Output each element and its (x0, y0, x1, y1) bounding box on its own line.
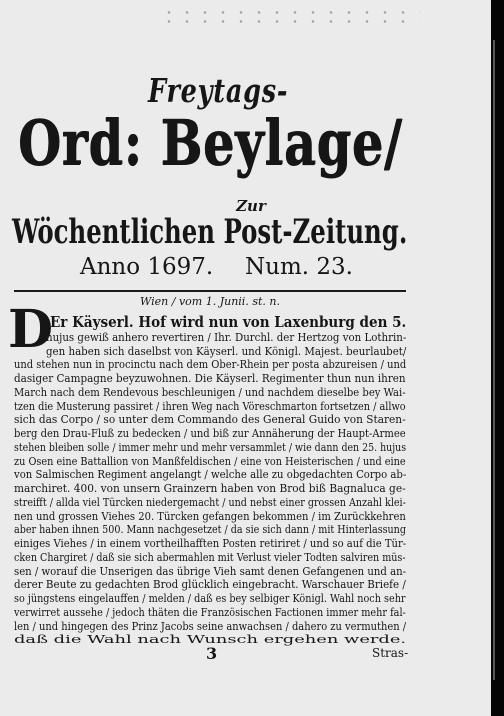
masthead-line-3: Zur (236, 197, 266, 215)
issue-line (80, 256, 380, 279)
article-line: streifft / allda viel Türcken niedergemacht / und nebst einer grossen Anzahl klei- (14, 495, 406, 509)
issue-number: Num. 23. (245, 254, 353, 280)
article-line: so jüngstens eingelauffen / melden / daß es bey selbiger Königl. Wahl noch sehr (14, 592, 406, 605)
article-line: berg den Drau-Fluß zu bedecken / und biß zur Annäherung der Haupt-Armee (14, 427, 406, 440)
article-line: len / und hingegen des Prinz Jacobs seine anwachsen / dahero zu vermuthen / (14, 619, 407, 633)
dateline: Wien / vom 1. Junii. st. n. (140, 295, 280, 308)
article-line: hujus gewiß anhero revertiren / Ihr. Durchl. der Hertzog von Lothrin- (46, 330, 407, 344)
article-line: sich das Corpo / so unter dem Commando des General Guido von Staren- (14, 413, 406, 427)
header-rule (14, 290, 406, 292)
article-line: gen haben sich daselbst von Käyserl. und Königl. Majest. beurlaubet/ (46, 344, 407, 358)
article-line: cken Chargiret / daß sie sich abermahlen mit Verlust vieler Todten salviren müs- (14, 550, 406, 564)
article-line: zu Osen eine Battallion von Manßfeldischen / eine von Heisterischen / und eine (14, 454, 406, 468)
article-line: March nach dem Rendevous beschleunigen / und nachdem dieselbe bey Wai- (14, 385, 406, 399)
article-line: einiges Viehes / in einem vortheilhafften Posten retiriret / und so auf die Tür- (14, 537, 407, 550)
article-first-line: Er Käyserl. Hof wird nun von Laxenburg den 5. (50, 314, 407, 331)
article-line: verwirret aussehe / jedoch thäten die Französischen Factionen immer mehr fal- (14, 605, 406, 619)
article-line: und stehen nun in procinctu nach dem Ober-Rhein per posta abzureisen / und (14, 358, 407, 372)
masthead-line-2: Ord: Beylage/ (18, 106, 403, 179)
drop-cap: D (8, 299, 54, 360)
article-line: nen und grossen Viehes 20. Türcken gefangen bekommen / im Zurückkehren (14, 509, 406, 523)
article-line: daß die Wahl nach Wunsch ergehen werde. (14, 633, 407, 647)
issue-year: Anno 1697. (80, 254, 214, 280)
catchword: Stras- (372, 646, 409, 660)
scan-border (491, 0, 504, 716)
article-line: derer Beute zu gedachten Brod glücklich eingebracht. Warschauer Briefe / (14, 578, 406, 592)
article-line: stehen bleiben solle / immer mehr und mehr versammlet / wie dann den 25. hujus (14, 440, 407, 454)
article-line: sen / worauf die Unserigen das übrige Vieh samt denen Gefangenen und an- (14, 564, 407, 578)
article-line: dasiger Campagne beyzuwohnen. Die Käyserl. Regimenter thun nun ihren (14, 372, 406, 385)
bleed-through-ornament (160, 8, 420, 26)
article-line: marchiret. 400. von unsern Grainzern haben von Brod biß Bagnaluca ge- (14, 482, 406, 495)
signature-mark: 3 (206, 644, 218, 663)
scan-edge-line (493, 40, 495, 680)
article-line: aber haben ihnen 500. Mann nachgesetzet / da sie sich dann / mit Hinterlassung (14, 523, 406, 537)
article-line: von Salmischen Regiment angelangt / welche alle zu obgedachten Corpo ab- (14, 468, 407, 482)
article-line: tzen die Musterung passiret / ihren Weg nach Vöreschmarton fortsetzen / allwo (14, 399, 406, 413)
masthead-line-1: Freytags- (148, 71, 289, 110)
masthead-line-4: Wöchentlichen Post-Zeitung. (12, 212, 408, 252)
